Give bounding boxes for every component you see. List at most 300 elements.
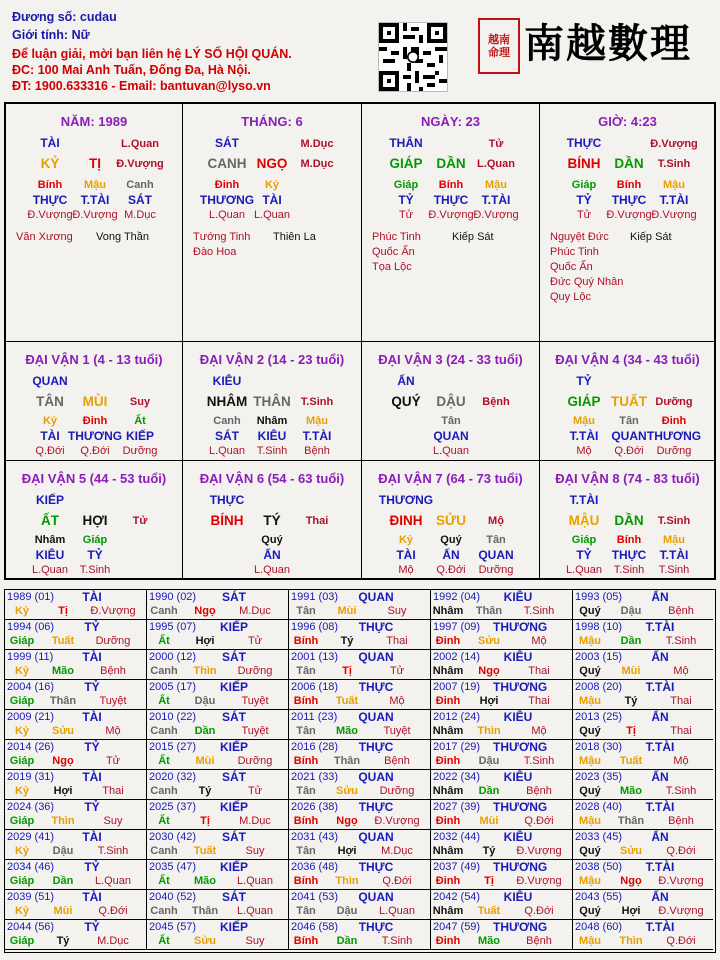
year-branch: Tuất <box>335 695 359 707</box>
year-god: QUAN <box>358 710 394 724</box>
year-branch: Thìn <box>193 665 217 677</box>
contact-line: Để luận giải, mời bạn liên hệ LÝ SỐ HỘI QUÁN. <box>12 47 292 61</box>
year-stage: T.Sinh <box>381 935 413 947</box>
dai-van-cell[interactable] <box>540 342 716 461</box>
year-god: SÁT <box>222 830 246 844</box>
year-stage: Dưỡng <box>237 665 273 677</box>
hidden-god: T.TÀI <box>302 429 332 443</box>
year-god: TÀI <box>82 890 102 904</box>
year-cell[interactable] <box>147 860 289 890</box>
pillar-stem-branch: TỊ <box>89 156 101 171</box>
year-label: 1990 (02) <box>149 591 197 603</box>
pillar-stem-branch: DẦN <box>436 156 466 171</box>
hidden-stem: Giáp <box>571 534 597 546</box>
year-cell[interactable] <box>573 920 713 950</box>
year-cell[interactable] <box>431 860 573 890</box>
year-stem: Bính <box>293 935 319 947</box>
year-label: 2015 (27) <box>149 741 197 753</box>
year-branch: Dần <box>336 935 358 947</box>
phone-email-line: ĐT: 1900.633316 - Email: bantuvan@lyso.vn <box>12 79 271 93</box>
year-stem: Quý <box>579 845 601 857</box>
hidden-stage: L.Quan <box>208 209 246 221</box>
year-cell[interactable] <box>5 590 147 620</box>
year-branch: Ngọ <box>336 815 358 827</box>
year-label: 2023 (35) <box>575 771 623 783</box>
year-god: THỰC <box>358 920 394 934</box>
hidden-stem: Tân <box>441 415 461 427</box>
year-cell[interactable] <box>147 830 289 860</box>
star-left: Nguyệt Đức <box>550 231 609 243</box>
year-stage: Q.Đới <box>524 905 554 917</box>
dai-van-cell[interactable] <box>362 342 540 461</box>
hidden-god: ẤN <box>442 548 460 562</box>
hidden-stage: T.Sinh <box>79 564 111 576</box>
year-cell[interactable] <box>431 890 573 920</box>
year-cell[interactable] <box>573 680 713 710</box>
year-branch: Hợi <box>195 635 215 647</box>
hidden-god: THỰC <box>611 193 647 207</box>
year-stem: Ất <box>158 815 170 827</box>
year-branch: Hợi <box>337 845 357 857</box>
pillar-stem-branch: KỶ <box>40 156 60 171</box>
year-cell[interactable] <box>289 890 431 920</box>
year-stem: Đinh <box>435 755 461 767</box>
dai-van-stem-branch: DẦN <box>614 513 644 528</box>
year-god: T.TÀI <box>645 680 675 694</box>
hidden-stage: Dưỡng <box>122 445 158 457</box>
year-cell[interactable] <box>5 830 147 860</box>
year-label: 2044 (56) <box>7 921 55 933</box>
year-stage: Thai <box>670 695 692 707</box>
year-god: T.TÀI <box>645 740 675 754</box>
qr-code[interactable] <box>378 22 448 92</box>
dai-van-cell[interactable] <box>362 461 540 580</box>
year-cell[interactable] <box>5 650 147 680</box>
year-god: QUAN <box>358 770 394 784</box>
year-stage: Bệnh <box>668 605 694 617</box>
hidden-stage: Đ.Vượng <box>651 209 697 221</box>
year-branch: Sửu <box>51 725 75 737</box>
year-stem: Mậu <box>579 875 601 887</box>
hidden-god: THƯƠNG <box>646 429 702 443</box>
year-cell[interactable] <box>147 890 289 920</box>
dai-van-title: ĐẠI VẬN 2 (14 - 23 tuổi) <box>199 352 345 367</box>
year-label: 2030 (42) <box>149 831 197 843</box>
dai-van-cell[interactable] <box>183 461 362 580</box>
year-label: 2028 (40) <box>575 801 623 813</box>
hidden-stem: Đinh <box>661 415 687 427</box>
year-stem: Kỷ <box>14 785 30 797</box>
year-cell[interactable] <box>431 590 573 620</box>
hidden-stem: Nhâm <box>256 415 288 427</box>
year-cell[interactable] <box>5 890 147 920</box>
year-cell[interactable] <box>573 890 713 920</box>
year-cell[interactable] <box>147 770 289 800</box>
year-cell[interactable] <box>431 680 573 710</box>
year-stage: Bệnh <box>526 785 552 797</box>
year-cell[interactable] <box>147 800 289 830</box>
year-cell[interactable] <box>573 590 713 620</box>
year-god: KIÊU <box>503 890 533 904</box>
star-left: Quốc Ấn <box>550 261 593 273</box>
year-cell[interactable] <box>573 650 713 680</box>
year-cell[interactable] <box>147 740 289 770</box>
year-cell[interactable] <box>573 830 713 860</box>
year-cell[interactable] <box>147 920 289 950</box>
dai-van-stem-branch: TÂN <box>36 394 64 409</box>
pillar-stem-branch: BÍNH <box>567 156 601 171</box>
year-cell[interactable] <box>147 590 289 620</box>
hidden-stem: Giáp <box>82 534 108 546</box>
year-cell[interactable] <box>147 650 289 680</box>
hidden-god: THƯƠNG <box>199 193 255 207</box>
year-god: TỶ <box>84 860 100 874</box>
year-cell[interactable] <box>5 920 147 950</box>
year-label: 2020 (32) <box>149 771 197 783</box>
year-god: ẤN <box>651 590 669 604</box>
year-label: 2011 (23) <box>291 711 338 723</box>
pillar-cell <box>6 104 183 342</box>
year-label: 2034 (46) <box>7 861 55 873</box>
year-cell[interactable] <box>5 710 147 740</box>
year-cell[interactable] <box>431 920 573 950</box>
year-stage: Tử <box>105 755 121 767</box>
year-cell[interactable] <box>289 740 431 770</box>
hidden-stem: Kỷ <box>398 534 414 546</box>
dai-van-stem-branch: MÙI <box>82 394 108 409</box>
hidden-stem: Mậu <box>663 534 685 546</box>
year-cell[interactable] <box>431 740 573 770</box>
year-god: TỶ <box>84 680 100 694</box>
year-stage: Mộ <box>531 725 547 737</box>
year-label: 2047 (59) <box>433 921 481 933</box>
year-branch: Dần <box>194 725 216 737</box>
hidden-stem: Bính <box>616 179 642 191</box>
dai-van-stem-branch: Thai <box>305 515 329 527</box>
year-branch: Tị <box>342 665 352 677</box>
dai-van-stem-branch: NHÂM <box>206 394 248 409</box>
year-god: ẤN <box>651 710 669 724</box>
year-cell[interactable] <box>289 680 431 710</box>
year-label: 1996 (08) <box>291 621 339 633</box>
year-stage: Mộ <box>389 695 405 707</box>
hidden-stem: Đinh <box>82 415 108 427</box>
year-stage: T.Sinh <box>523 605 555 617</box>
hidden-god: SÁT <box>128 193 152 207</box>
year-god: TÀI <box>82 590 102 604</box>
year-table <box>4 589 716 953</box>
year-cell[interactable] <box>431 710 573 740</box>
year-stem: Tân <box>296 725 316 737</box>
year-god: TỶ <box>84 740 100 754</box>
year-cell[interactable] <box>573 860 713 890</box>
year-label: 2036 (48) <box>291 861 339 873</box>
year-cell[interactable] <box>147 710 289 740</box>
year-label: 2013 (25) <box>575 711 623 723</box>
dai-van-stem-branch: Suy <box>129 396 151 408</box>
year-stage: Q.Đới <box>382 875 412 887</box>
year-god: THƯƠNG <box>493 620 548 634</box>
year-god: TỶ <box>84 800 100 814</box>
year-stem: Ất <box>158 875 170 887</box>
year-stage: M.Dục <box>97 935 129 947</box>
hidden-god: QUAN <box>478 548 514 562</box>
hidden-stem: Giáp <box>571 179 597 191</box>
year-branch: Mão <box>52 665 74 677</box>
dai-van-stem-branch: Mộ <box>488 515 504 527</box>
year-stage: T.Sinh <box>523 755 555 767</box>
year-label: 2005 (17) <box>149 681 197 693</box>
pillar-stem-branch: Đ.Vượng <box>116 158 164 170</box>
year-cell[interactable] <box>289 770 431 800</box>
year-cell[interactable] <box>147 680 289 710</box>
year-god: TÀI <box>82 710 102 724</box>
year-cell[interactable] <box>5 680 147 710</box>
year-branch: Tị <box>58 605 68 617</box>
hidden-stage: T.Sinh <box>613 564 645 576</box>
year-stage: Đ.Vượng <box>516 875 562 887</box>
year-god: KIÊU <box>503 710 533 724</box>
year-branch: Sửu <box>619 845 643 857</box>
year-god: ẤN <box>651 830 669 844</box>
year-stage: Tử <box>247 635 263 647</box>
year-cell[interactable] <box>289 710 431 740</box>
year-cell[interactable] <box>431 830 573 860</box>
year-cell[interactable] <box>289 650 431 680</box>
hidden-god: TÀI <box>40 429 60 443</box>
year-god: TÀI <box>82 650 102 664</box>
year-branch: Thân <box>49 695 77 707</box>
hidden-stem: Mậu <box>663 179 685 191</box>
year-branch: Thân <box>333 755 361 767</box>
year-label: 2007 (19) <box>433 681 481 693</box>
year-label: 2008 (20) <box>575 681 623 693</box>
qr-code-icon <box>379 23 447 91</box>
year-stem: Giáp <box>9 695 35 707</box>
dai-van-stem-branch: T.Sinh <box>300 396 334 408</box>
year-label: 2033 (45) <box>575 831 623 843</box>
year-god: KIẾP <box>219 800 248 814</box>
year-stem: Canh <box>150 785 178 797</box>
year-branch: Mùi <box>621 665 641 677</box>
year-label: 2000 (12) <box>149 651 197 663</box>
hidden-stage: M.Dục <box>124 209 156 221</box>
year-stem: Đinh <box>435 815 461 827</box>
year-stem: Ất <box>158 935 170 947</box>
hidden-stem: Kỷ <box>264 179 280 191</box>
year-cell[interactable] <box>573 710 713 740</box>
year-stage: Bệnh <box>100 665 126 677</box>
star-left: Phúc Tinh <box>550 246 599 258</box>
year-god: SÁT <box>222 710 246 724</box>
dai-van-stem-branch: TÝ <box>263 513 281 528</box>
pillar-stem-branch: L.Quan <box>477 158 515 170</box>
year-branch: Thìn <box>51 815 75 827</box>
dai-van-god: THỰC <box>209 493 245 507</box>
year-cell[interactable] <box>289 620 431 650</box>
year-cell[interactable] <box>573 770 713 800</box>
year-cell[interactable] <box>5 770 147 800</box>
year-stage: Dưỡng <box>95 635 131 647</box>
hidden-stage: T.Sinh <box>256 445 288 457</box>
year-god: KIẾP <box>219 740 248 754</box>
hidden-stage: Đ.Vượng <box>428 209 474 221</box>
year-label: 2004 (16) <box>7 681 55 693</box>
hidden-god: TÀI <box>396 548 416 562</box>
year-god: T.TÀI <box>645 620 675 634</box>
year-stage: Bệnh <box>526 935 552 947</box>
dai-van-stem-branch: HỢI <box>82 513 108 528</box>
year-stem: Mậu <box>579 935 601 947</box>
year-label: 1998 (10) <box>575 621 623 633</box>
year-god: T.TÀI <box>645 800 675 814</box>
hidden-stem: Bính <box>616 534 642 546</box>
year-branch: Mùi <box>337 605 357 617</box>
year-label: 2045 (57) <box>149 921 197 933</box>
year-stem: Ất <box>158 635 170 647</box>
year-label: 2016 (28) <box>291 741 339 753</box>
dai-van-cell[interactable] <box>6 461 183 580</box>
dai-van-god: KIÊU <box>212 374 242 388</box>
year-stem: Canh <box>150 845 178 857</box>
year-stem: Kỷ <box>14 665 30 677</box>
year-god: TỶ <box>84 620 100 634</box>
hidden-stage: L.Quan <box>253 564 291 576</box>
year-branch: Tị <box>200 815 210 827</box>
pillar-title: GIỜ: 4:23 <box>598 114 657 129</box>
hidden-stage: Đ.Vượng <box>473 209 519 221</box>
year-god: KIẾP <box>219 920 248 934</box>
year-branch: Thìn <box>619 935 643 947</box>
year-stem: Bính <box>293 635 319 647</box>
year-stage: Q.Đới <box>524 815 554 827</box>
hidden-stem: Bính <box>37 179 63 191</box>
star-left: Phúc Tinh <box>372 231 421 243</box>
year-cell[interactable] <box>5 620 147 650</box>
dai-van-stem-branch: TUẤT <box>611 394 647 409</box>
hidden-stage: Bệnh <box>304 445 330 457</box>
year-branch: Tuất <box>51 635 75 647</box>
address-line: ĐC: 100 Mai Anh Tuấn, Đống Đa, Hà Nội. <box>12 63 251 77</box>
hidden-stage: Đ.Vượng <box>27 209 73 221</box>
year-branch: Ngọ <box>52 755 74 767</box>
year-stage: M.Dục <box>239 605 271 617</box>
year-cell[interactable] <box>289 800 431 830</box>
hidden-god: T.TÀI <box>80 193 110 207</box>
year-cell[interactable] <box>431 800 573 830</box>
dai-van-stem-branch: QUÝ <box>391 394 421 409</box>
year-cell[interactable] <box>573 800 713 830</box>
year-branch: Hợi <box>621 905 641 917</box>
year-stage: Đ.Vượng <box>516 845 562 857</box>
year-stage: Thai <box>386 635 408 647</box>
year-cell[interactable] <box>431 650 573 680</box>
year-stem: Đinh <box>435 695 461 707</box>
year-cell[interactable] <box>573 620 713 650</box>
year-stage: Tử <box>389 665 405 677</box>
year-stem: Nhâm <box>432 845 464 857</box>
year-label: 2040 (52) <box>149 891 197 903</box>
dai-van-cell[interactable] <box>183 342 362 461</box>
year-stem: Canh <box>150 605 178 617</box>
year-stage: Bệnh <box>384 755 410 767</box>
year-stem: Tân <box>296 905 316 917</box>
dai-van-cell[interactable] <box>540 461 716 580</box>
year-label: 2027 (39) <box>433 801 481 813</box>
year-branch: Thân <box>475 605 503 617</box>
year-branch: Sửu <box>335 785 359 797</box>
year-label: 1992 (04) <box>433 591 481 603</box>
hidden-god: ẤN <box>263 548 281 562</box>
year-cell[interactable] <box>5 740 147 770</box>
star-right: Thiên La <box>273 231 316 243</box>
dai-van-stem-branch: ẤT <box>41 513 59 528</box>
hidden-stage: T.Sinh <box>658 564 690 576</box>
hidden-stage: Tử <box>398 209 414 221</box>
year-label: 1991 (03) <box>291 591 339 603</box>
year-stem: Mậu <box>579 815 601 827</box>
year-god: TÀI <box>82 830 102 844</box>
year-stem: Giáp <box>9 635 35 647</box>
year-cell[interactable] <box>289 830 431 860</box>
hidden-stage: Q.Đới <box>614 445 644 457</box>
year-stem: Mậu <box>579 695 601 707</box>
dai-van-cell[interactable] <box>6 342 183 461</box>
year-label: 2031 (43) <box>291 831 339 843</box>
year-cell[interactable] <box>5 860 147 890</box>
year-cell[interactable] <box>431 620 573 650</box>
pillar-stage: Đ.Vượng <box>650 138 698 150</box>
year-cell[interactable] <box>289 860 431 890</box>
year-cell[interactable] <box>147 620 289 650</box>
dai-van-title: ĐẠI VẬN 3 (24 - 33 tuổi) <box>378 352 523 367</box>
hidden-stage: Đ.Vượng <box>72 209 118 221</box>
hidden-stem: Canh <box>213 415 241 427</box>
year-stem: Canh <box>150 665 178 677</box>
year-label: 2001 (13) <box>291 651 339 663</box>
pillar-title: NĂM: 1989 <box>60 114 128 129</box>
year-god: T.TÀI <box>645 860 675 874</box>
star-left: Quy Lộc <box>550 291 591 303</box>
star-left: Tướng Tinh <box>193 231 251 243</box>
year-label: 2029 (41) <box>7 831 55 843</box>
year-label: 2017 (29) <box>433 741 481 753</box>
year-branch: Ngọ <box>478 665 500 677</box>
dai-van-god: TỶ <box>576 374 592 388</box>
hidden-stem: Giáp <box>393 179 419 191</box>
year-cell[interactable] <box>5 800 147 830</box>
year-cell[interactable] <box>289 920 431 950</box>
year-label: 2012 (24) <box>433 711 481 723</box>
year-branch: Tị <box>626 725 636 737</box>
year-cell[interactable] <box>573 740 713 770</box>
year-stage: L.Quan <box>236 905 274 917</box>
year-stage: Suy <box>387 605 407 617</box>
year-label: 2021 (33) <box>291 771 339 783</box>
year-god: SÁT <box>222 770 246 784</box>
pillar-stem-branch: DẦN <box>614 156 644 171</box>
year-cell[interactable] <box>289 590 431 620</box>
year-label: 1997 (09) <box>433 621 481 633</box>
year-cell[interactable] <box>431 770 573 800</box>
year-branch: Mão <box>194 875 216 887</box>
hidden-god: T.TÀI <box>659 548 689 562</box>
year-branch: Hợi <box>53 785 73 797</box>
year-god: SÁT <box>222 890 246 904</box>
hidden-god: T.TÀI <box>481 193 511 207</box>
year-stage: Q.Đới <box>666 935 696 947</box>
pillar-cell <box>540 104 716 342</box>
